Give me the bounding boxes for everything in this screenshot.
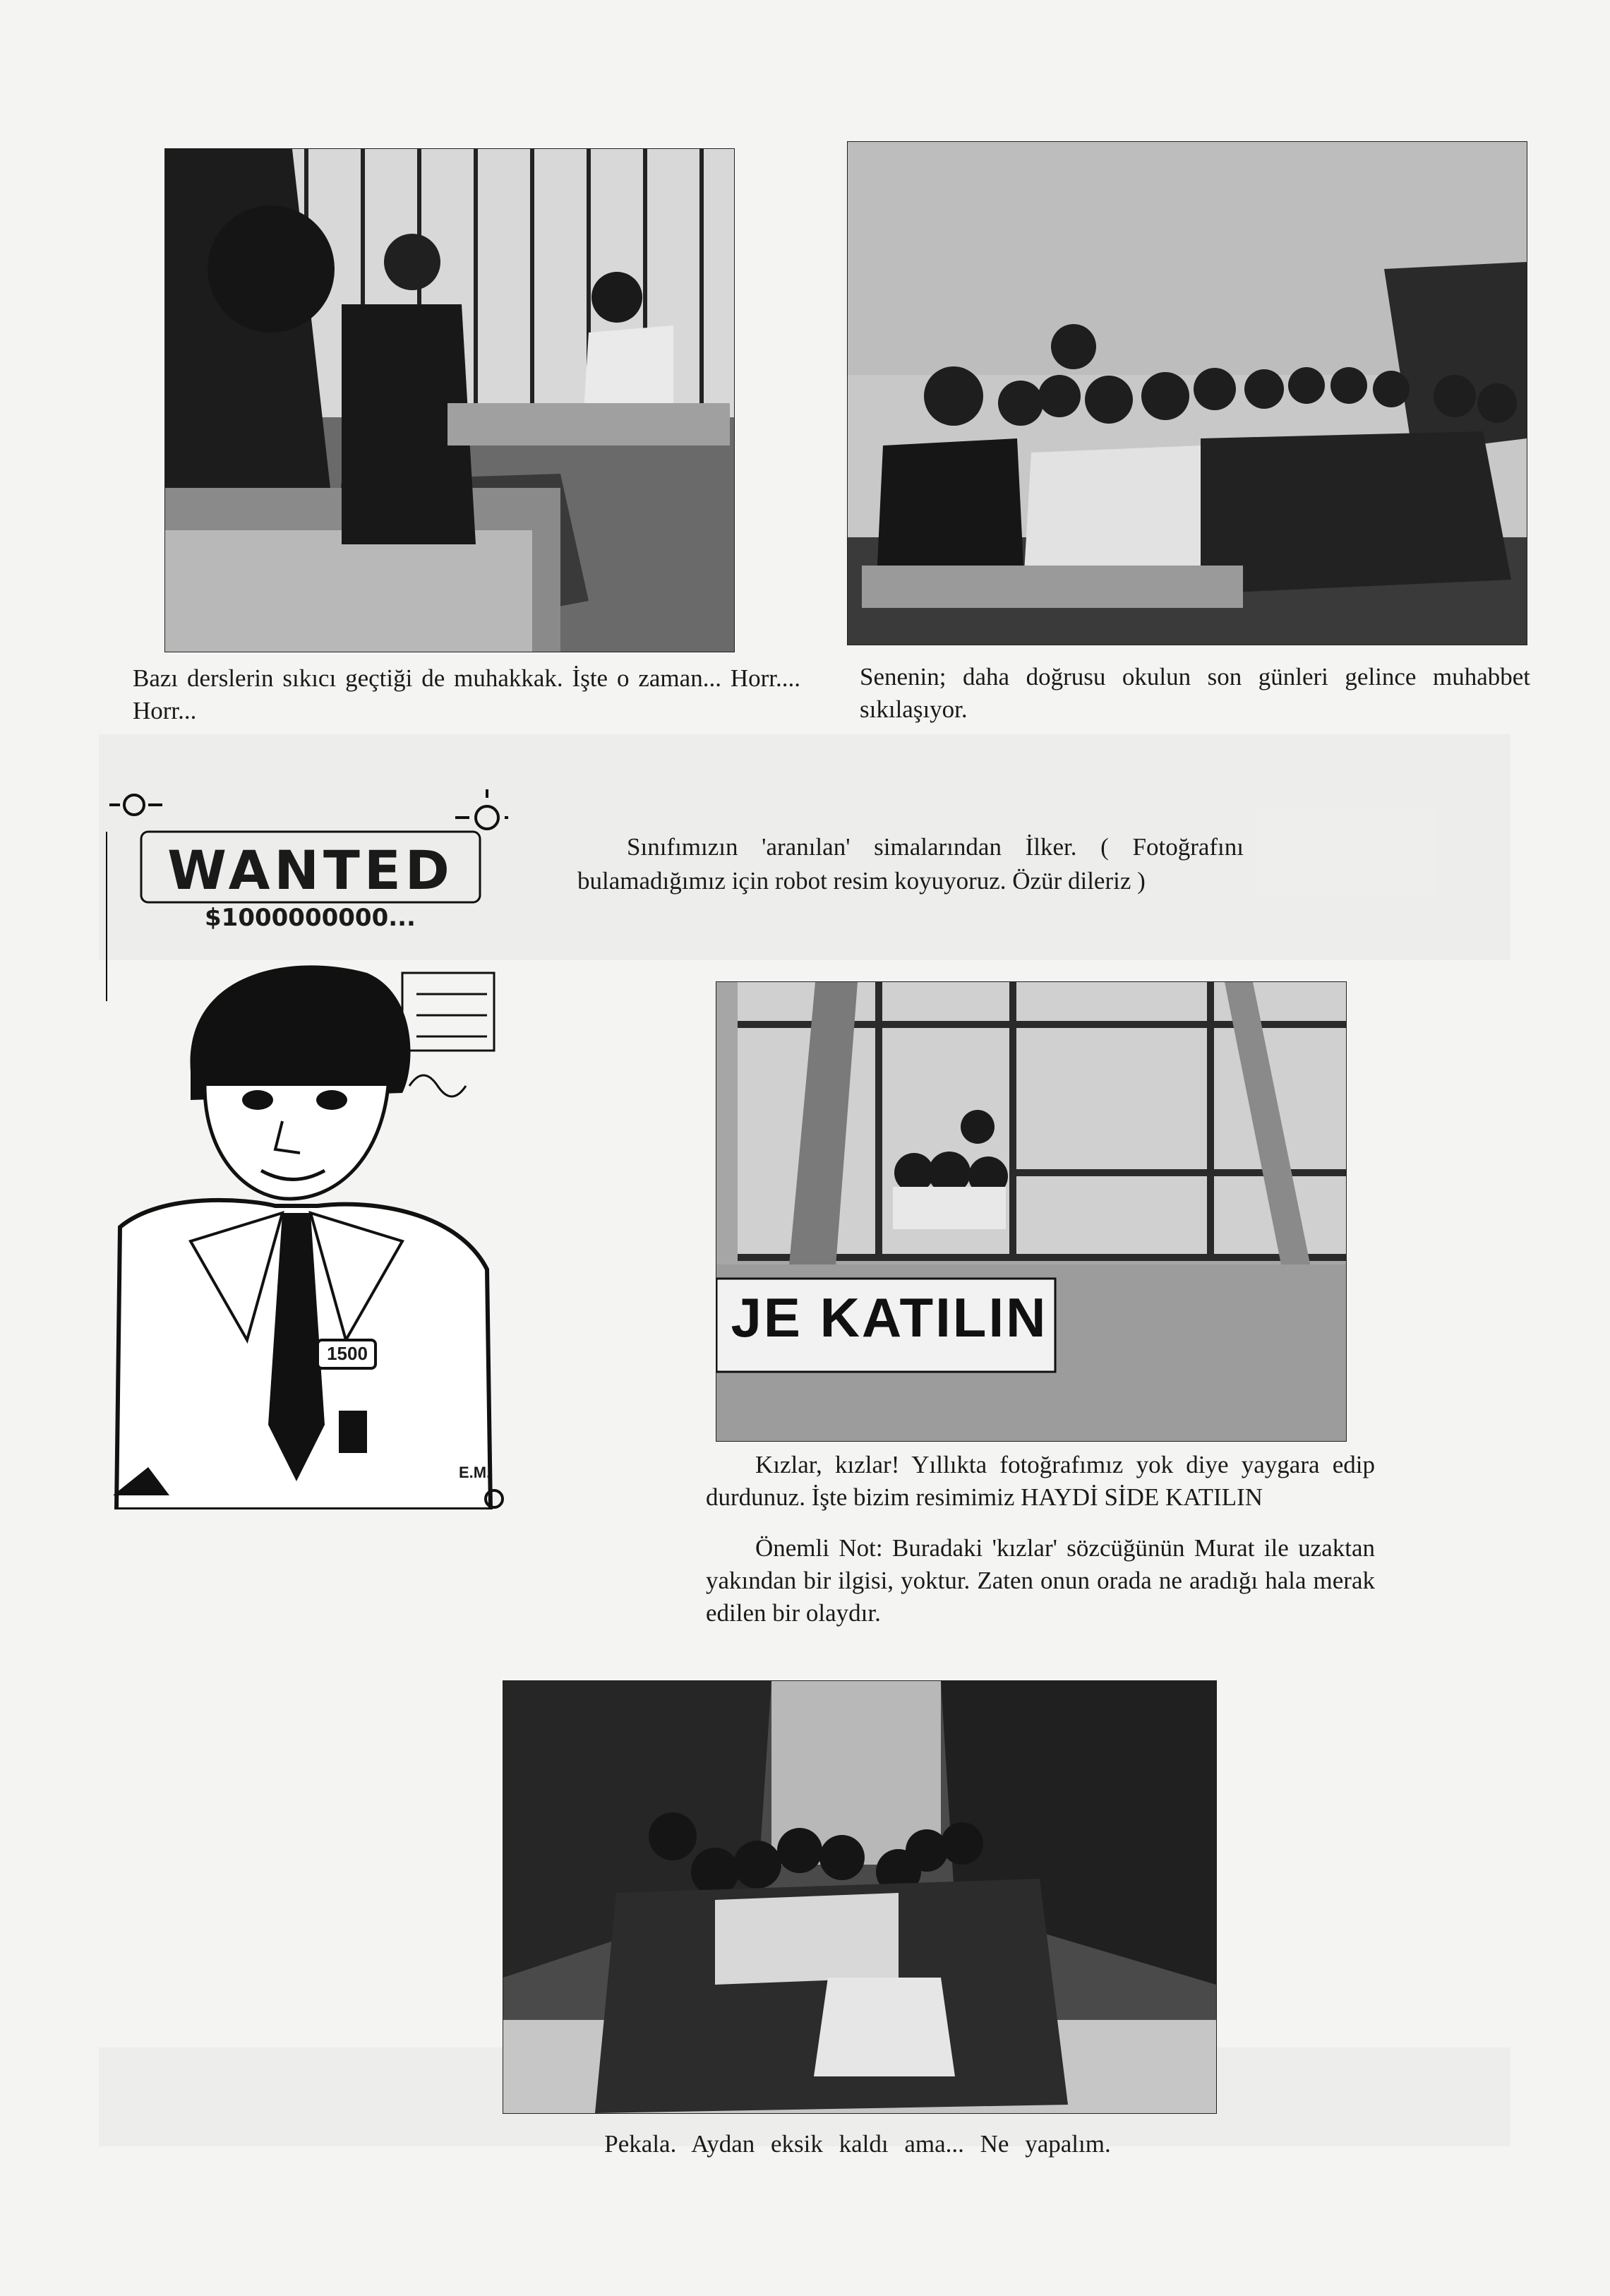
caption-girls-paragraph-1: Kızlar, kızlar! Yıllıkta fotoğrafımız yok diye yaygara edip durdunuz. İşte bizim resimimiz HAYDİ SİDE KATILIN (706, 1451, 1375, 1511)
caption-photo-1: Bazı derslerin sıkıcı geçtiği de muhakkak. İşte o zaman... Horr.... Horr... (133, 664, 800, 724)
wanted-drawing (106, 789, 508, 1509)
caption-wanted: Sınıfımızın 'aranılan' simalarından İlker. ( Fotoğrafını bulamadığımız için robot resim koyuyoruz. Özür dileriz ) (577, 833, 1244, 895)
photo-classroom-dozing (164, 148, 735, 652)
artist-signature: E.M. (459, 1464, 491, 1481)
caption-photo-2: Senenin; daha doğrusu okulun son günleri gelince muhabbet sıkılaşıyor. (860, 663, 1530, 723)
caption-girls-paragraph-2: Önemli Not: Buradaki 'kızlar' sözcüğünün Murat ile uzaktan yakından bir ilgisi, yoktur. Zaten onun orada ne aradığı hala merak edilen bir olaydır. (706, 1534, 1375, 1627)
caption-girls (706, 1449, 1375, 1630)
photo-classroom-group (847, 141, 1527, 645)
wanted-reward: $1000000000... (205, 904, 416, 932)
badge-number: 1500 (327, 1343, 368, 1364)
banner-sign-text: JE KATILIN (731, 1286, 1048, 1349)
photo-group-outdoors (503, 1680, 1217, 2114)
photo-girls-window (716, 981, 1347, 1442)
wanted-title: WANTED (167, 839, 454, 902)
caption-group-photo: Pekala. Aydan eksik kaldı ama... Ne yapalım. (604, 2130, 1111, 2158)
